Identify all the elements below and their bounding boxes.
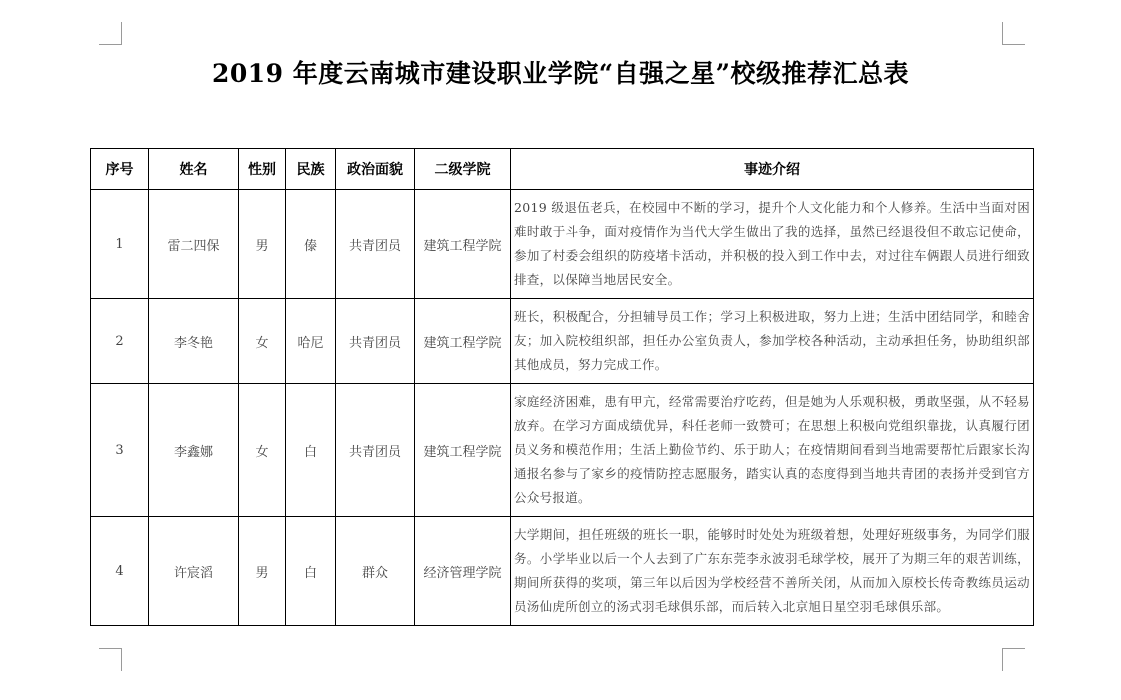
cell-college: 经济管理学院 <box>415 517 511 626</box>
table-row <box>91 384 1034 517</box>
cell-ethnicity: 哈尼 <box>286 299 336 384</box>
table-row <box>91 299 1034 384</box>
cell-college: 建筑工程学院 <box>415 384 511 517</box>
header-serial: 序号 <box>91 149 149 190</box>
cell-serial: 2 <box>91 299 149 384</box>
recommendation-table <box>90 148 1034 626</box>
cell-ethnicity: 白 <box>286 384 336 517</box>
cell-description: 家庭经济困难，患有甲亢，经常需要治疗吃药，但是她为人乐观积极，勇敢坚强，从不轻易放弃。在学习方面成绩优异，科任老师一致赞可；在思想上积极向党组织靠拢，认真履行团员义务和模范作用；生活上勤俭节约、乐于助人；在疫情期间看到当地需要帮忙后跟家长沟通报名参与了家乡的疫情防控志愿服务，踏实认真的态度得到当地共青团的表扬并受到官方公众号报道。 <box>511 384 1034 517</box>
cell-description: 大学期间，担任班级的班长一职，能够时时处处为班级着想，处理好班级事务，为同学们服务。小学毕业以后一个人去到了广东东莞李永波羽毛球学校，展开了为期三年的艰苦训练，期间所获得的奖项，第三年以后因为学校经营不善所关闭，从而加入原校长传奇教练员运动员汤仙虎所创立的汤式羽毛球俱乐部，而后转入北京旭日星空羽毛球俱乐部。 <box>511 517 1034 626</box>
cell-gender: 男 <box>239 190 286 299</box>
header-description: 事迹介绍 <box>511 149 1034 190</box>
cell-serial: 3 <box>91 384 149 517</box>
crop-mark-bottom-left <box>99 648 122 671</box>
cell-political-status: 共青团员 <box>336 384 415 517</box>
cell-name: 李冬艳 <box>149 299 239 384</box>
cell-college: 建筑工程学院 <box>415 299 511 384</box>
table-header-row <box>91 149 1034 190</box>
cell-description: 班长，积极配合，分担辅导员工作；学习上积极进取，努力上进；生活中团结同学，和睦舍友；加入院校组织部，担任办公室负责人，参加学校各种活动，主动承担任务，协助组织部其他成员，努力完成工作。 <box>511 299 1034 384</box>
crop-mark-top-right <box>1002 22 1025 45</box>
table-row <box>91 190 1034 299</box>
header-name: 姓名 <box>149 149 239 190</box>
crop-mark-top-left <box>99 22 122 45</box>
cell-ethnicity: 傣 <box>286 190 336 299</box>
document-title: 2019 年度云南城市建设职业学院“自强之星”校级推荐汇总表 <box>211 59 910 88</box>
crop-mark-bottom-right <box>1002 648 1025 671</box>
cell-name: 许宸滔 <box>149 517 239 626</box>
cell-name: 雷二四保 <box>149 190 239 299</box>
cell-serial: 4 <box>91 517 149 626</box>
header-political-status: 政治面貌 <box>336 149 415 190</box>
cell-gender: 女 <box>239 384 286 517</box>
table-row <box>91 517 1034 626</box>
cell-political-status: 群众 <box>336 517 415 626</box>
header-ethnicity: 民族 <box>286 149 336 190</box>
cell-college: 建筑工程学院 <box>415 190 511 299</box>
cell-description: 2019 级退伍老兵，在校园中不断的学习，提升个人文化能力和个人修养。生活中当面对困难时敢于斗争，面对疫情作为当代大学生做出了我的选择，虽然已经退役但不敢忘记使命，参加了村委会组织的防疫堵卡活动，并积极的投入到工作中去，对过往车俩跟人员进行细致排查，以保障当地居民安全。 <box>511 190 1034 299</box>
header-gender: 性别 <box>239 149 286 190</box>
cell-ethnicity: 白 <box>286 517 336 626</box>
cell-gender: 男 <box>239 517 286 626</box>
cell-name: 李鑫娜 <box>149 384 239 517</box>
cell-political-status: 共青团员 <box>336 190 415 299</box>
cell-political-status: 共青团员 <box>336 299 415 384</box>
header-college: 二级学院 <box>415 149 511 190</box>
cell-serial: 1 <box>91 190 149 299</box>
cell-gender: 女 <box>239 299 286 384</box>
